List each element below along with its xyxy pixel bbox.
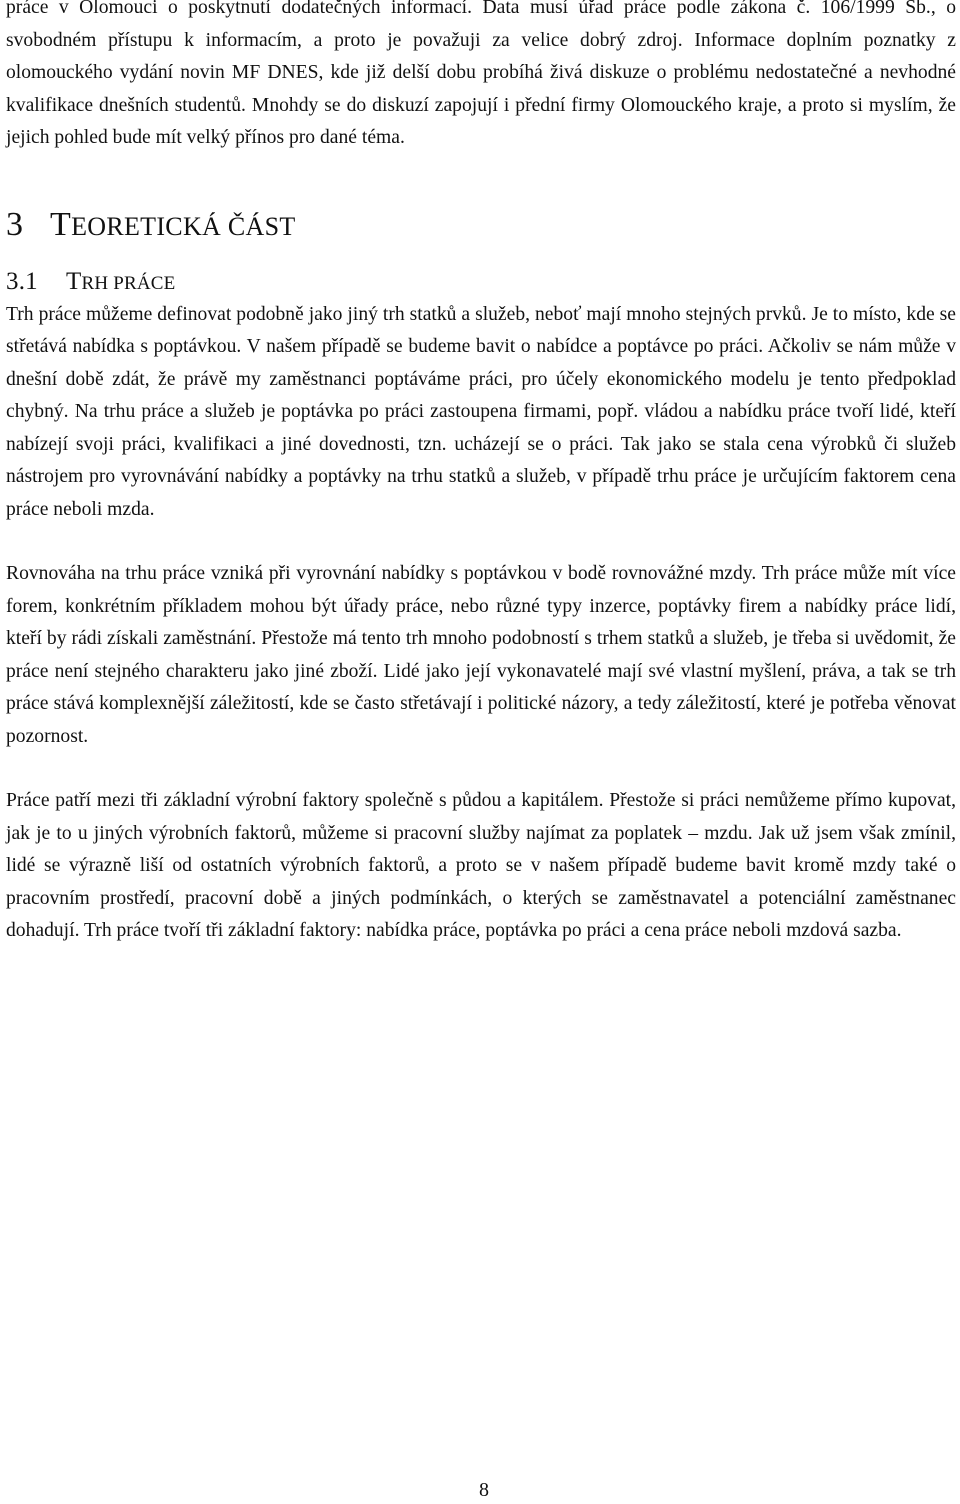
page-number: 8	[479, 1479, 489, 1501]
chapter-number: 3	[6, 205, 24, 243]
section-title-rest: RH PRÁCE	[81, 272, 176, 294]
section-heading	[6, 267, 956, 299]
section-number: 3.1	[6, 267, 38, 295]
section-title-lead: T	[66, 267, 82, 295]
chapter-heading	[6, 205, 956, 247]
chapter-title-rest: EORETICKÁ ČÁST	[71, 211, 296, 241]
page-content	[6, 0, 956, 948]
chapter-title-lead: T	[50, 205, 72, 243]
paragraph-trh-prace-definition: Trh práce můžeme definovat podobně jako jiný trh statků a služeb, neboť mají mnoho stejných prvků. Je to místo, kde se střetává nabídka s poptávkou. V našem případě se budeme bavit o nabídce a poptávce po práci. Ačkoliv se nám může v dnešní době zdát, že právě my zaměstnanci poptáváme práci, pro účely ekonomického modelu je tento předpoklad chybný. Na trhu práce a služeb je poptávka po práci zastoupena firmami, popř. vládou a nabídku práce tvoří lidé, kteří nabízejí svoji práci, kvalifikaci a jiné dovednosti, tzn. ucházejí se o práci. Tak jako se stala cena výrobků či služeb nástrojem pro vyrovnávání nabídky a poptávky na trhu statků a služeb, v případě trhu práce je určujícím faktorem cena práce neboli mzda.	[6, 303, 956, 520]
paragraph-rovnovaha: Rovnováha na trhu práce vzniká při vyrovnání nabídky s poptávkou v bodě rovnovážné mzdy. Trh práce může mít více forem, konkrétním příkladem mohou být úřady práce, nebo různé typy inzerce, poptávky firem a nabídky práce lidí, kteří by rádi získali zaměstnání. Přestože má tento trh mnoho podobností s trhem statků a služeb, je třeba si uvědomit, že práce není stejného charakteru jako jiné zboží. Lidé jako její vykonavatelé mají své vlastní myšlení, práva, a tak se trh práce stává komplexnější záležitostí, kde se často střetávají i politické názory, a tedy záležitostí, které je potřeba věnovat pozornost.	[6, 563, 956, 747]
intro-paragraph: práce v Olomouci o poskytnutí dodatečných informací. Data musí úřad práce podle zákona č. 106/1999 Sb., o svobodném přístupu k informacím, a proto je považuji za velice dobrý zdroj. Informace doplním poznatky z olomouckého vydání novin MF DNES, kde již delší dobu probíhá živá diskuze o problému nedostatečné a nevhodné kvalifikace dnešních studentů. Mnohdy se do diskuzí zapojují i přední firmy Olomouckého kraje, a proto si myslím, že jejich pohled bude mít velký přínos pro dané téma.	[6, 0, 956, 148]
paragraph-vyrobni-faktory: Práce patří mezi tři základní výrobní faktory společně s půdou a kapitálem. Přestože si práci nemůžeme přímo kupovat, jak je to u jiných výrobních faktorů, můžeme si pracovní služby najímat za poplatek – mzdu. Jak už jsem však zmínil, lidé se výrazně liší od ostatních výrobních faktorů, a proto se v našem případě budeme bavit kromě mzdy také o pracovním prostředí, pracovní době a jiných podmínkách, o kterých se zaměstnavatel a potenciální zaměstnanec dohadují. Trh práce tvoří tři základní faktory: nabídka práce, poptávka po práci a cena práce neboli mzdová sazba.	[6, 790, 956, 941]
